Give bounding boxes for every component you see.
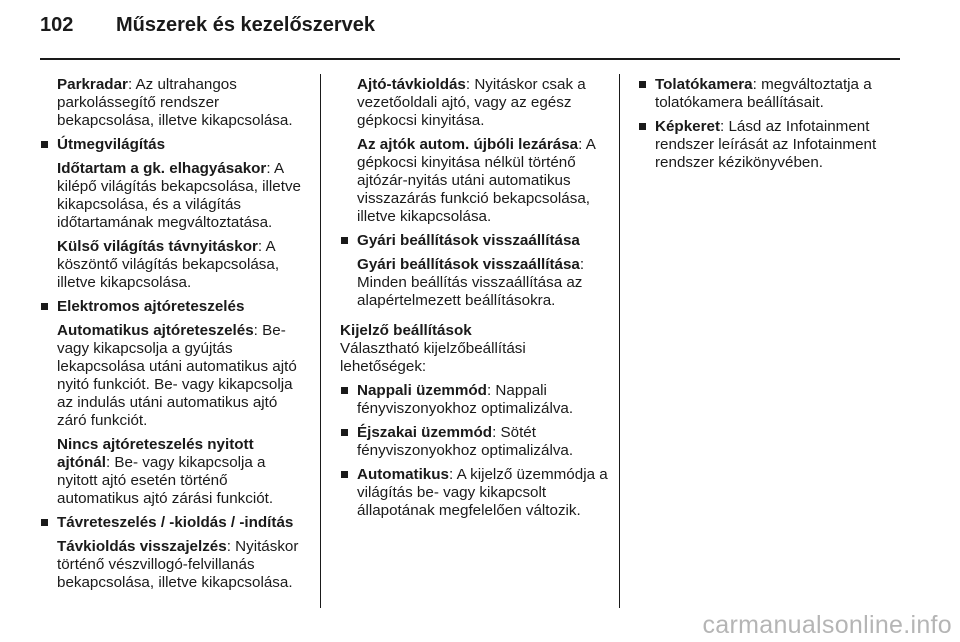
sub-item xyxy=(340,256,608,310)
bullet-item xyxy=(340,232,608,250)
description: : Minden beállítás visszaállítása az alapértelmezett beállításokra. xyxy=(357,256,585,309)
section-intro: Választható kijelzőbeállítási lehetőségek: xyxy=(340,340,526,375)
term: Külső világítás távnyitáskor xyxy=(57,238,258,255)
parkradar-item xyxy=(40,76,308,130)
description: : A kilépő világítás bekapcsolása, illetve kikapcsolása, és a világítás időtartamának megváltoztatása. xyxy=(57,160,301,231)
term: Nappali üzemmód xyxy=(357,382,487,399)
description: : megváltoztatja a tolatókamera beállításait. xyxy=(655,76,872,111)
term: Az ajtók autom. újbóli lezárása xyxy=(357,136,579,153)
term: Éjszakai üzemmód xyxy=(357,424,493,441)
description: : A köszöntő világítás bekapcsolása, illetve kikapcsolása. xyxy=(57,238,280,291)
bullet-square-icon xyxy=(41,519,48,526)
column-2 xyxy=(340,76,608,526)
term: Ajtó-távkioldás xyxy=(357,76,466,93)
bullet-item xyxy=(40,136,308,154)
bullet-item xyxy=(340,424,608,460)
description: : Be- vagy kikapcsolja a nyitott ajtó esetén történő automatikus ajtó zárási funkciót. xyxy=(57,454,274,507)
bullet-square-icon xyxy=(341,237,348,244)
sub-item xyxy=(40,436,308,508)
bullet-item xyxy=(40,298,308,316)
bullet-square-icon xyxy=(341,429,348,436)
bullet-item xyxy=(40,514,308,532)
sub-item xyxy=(340,136,608,226)
sub-item xyxy=(40,538,308,592)
header-rule xyxy=(40,58,900,60)
sub-item xyxy=(40,322,308,430)
bullet-title: Távreteszelés / -kioldás / -indítás xyxy=(57,514,294,531)
bullet-square-icon xyxy=(341,387,348,394)
description: : A kijelző üzemmódja a világítás be- vagy kikapcsolt állapotának megfelelően változik. xyxy=(357,466,608,519)
bullet-square-icon xyxy=(41,141,48,148)
term: Automatikus xyxy=(357,466,449,483)
bullet-square-icon xyxy=(639,81,646,88)
bullet-item xyxy=(638,118,906,172)
term: Gyári beállítások visszaállítása xyxy=(357,256,580,273)
bullet-item xyxy=(340,382,608,418)
column-1 xyxy=(40,76,308,598)
term: Tolatókamera xyxy=(655,76,753,93)
column-divider-2 xyxy=(619,74,620,608)
description: : Nyitáskor történő vészvillogó-felvillanás bekapcsolása, illetve kikapcsolása. xyxy=(57,538,299,591)
sub-item xyxy=(340,76,608,130)
term: Nincs ajtóreteszelés nyitott ajtónál xyxy=(57,436,254,471)
column-3 xyxy=(638,76,906,178)
sub-item xyxy=(40,238,308,292)
term: Automatikus ajtóreteszelés xyxy=(57,322,254,339)
bullet-square-icon xyxy=(41,303,48,310)
description: : Be- vagy kikapcsolja a gyújtás lekapcsolása utáni automatikus ajtó nyitó funkciót. Be- vagy kikapcsolja az indulás utáni automatikus ajtó záró funkciót. xyxy=(57,322,297,429)
description: : Lásd az Infotainment rendszer leírását az Infotainment rendszer kézikönyvében. xyxy=(655,118,877,171)
bullet-item xyxy=(340,466,608,520)
description: : Nyitáskor csak a vezetőoldali ajtó, vagy az egész gépkocsi kinyitása. xyxy=(357,76,586,129)
description: : A gépkocsi kinyitása nélkül történő ajtózár-nyitás utáni automatikus visszazárás funkció bekapcsolása, illetve kikapcsolása. xyxy=(357,136,596,225)
column-divider-1 xyxy=(320,74,321,608)
sub-item xyxy=(40,160,308,232)
bullet-title: Elektromos ajtóreteszelés xyxy=(57,298,245,315)
bullet-title: Gyári beállítások visszaállítása xyxy=(357,232,580,249)
term: Képkeret xyxy=(655,118,720,135)
description: : Az ultrahangos parkolássegítő rendszer bekapcsolása, illetve kikapcsolása. xyxy=(57,76,293,129)
description: : Sötét fényviszonyokhoz optimalizálva. xyxy=(357,424,574,459)
description: : Nappali fényviszonyokhoz optimalizálva. xyxy=(357,382,574,417)
bullet-square-icon xyxy=(341,471,348,478)
watermark: carmanualsonline.info xyxy=(702,611,952,639)
page-title: Műszerek és kezelőszervek xyxy=(116,14,376,36)
bullet-item xyxy=(638,76,906,112)
term: Parkradar xyxy=(57,76,128,93)
term: Időtartam a gk. elhagyásakor xyxy=(57,160,267,177)
page-number: 102 xyxy=(40,14,74,36)
page-header xyxy=(40,14,900,48)
bullet-title: Útmegvilágítás xyxy=(57,136,166,153)
term: Távkioldás visszajelzés xyxy=(57,538,227,555)
bullet-square-icon xyxy=(639,123,646,130)
section-heading: Kijelző beállítások xyxy=(340,322,472,339)
